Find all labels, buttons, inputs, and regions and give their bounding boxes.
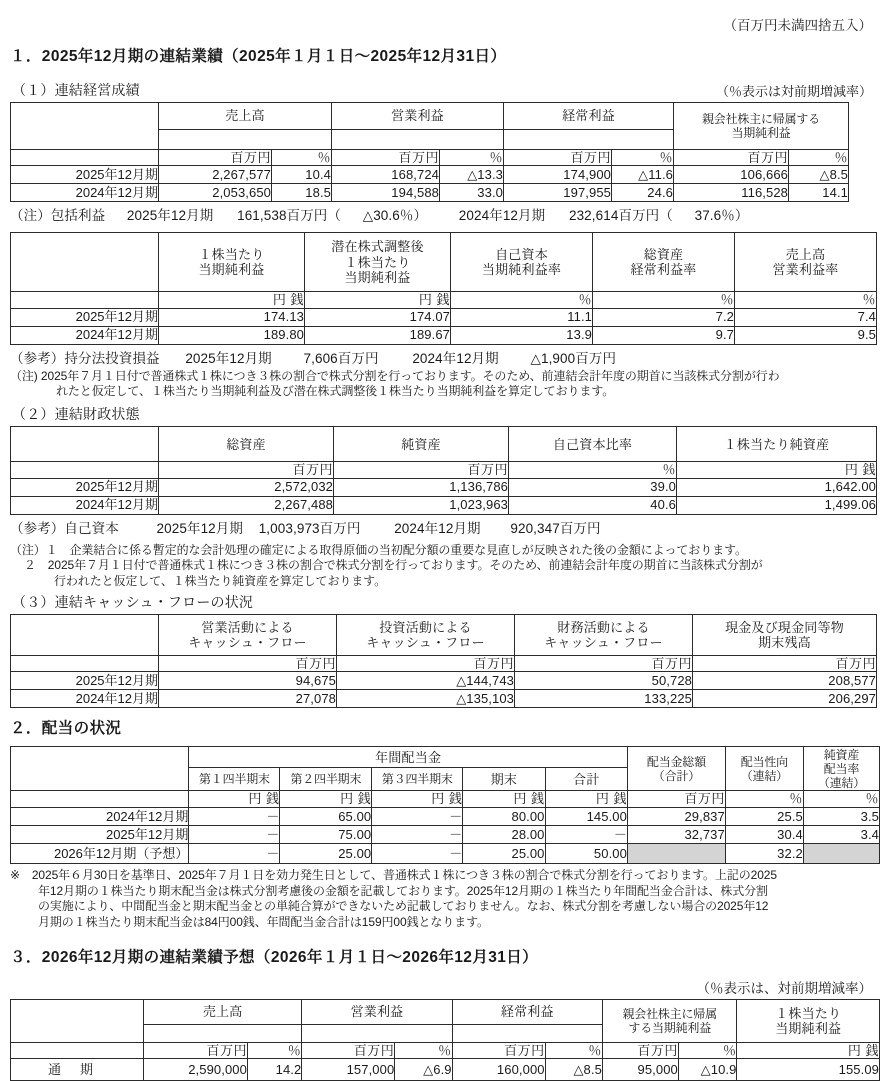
cell-bps: 1,499.06 (677, 496, 877, 514)
cell-payout-ratio: 32.2 (725, 843, 803, 863)
header-ordinary-income: 経常利益 (452, 1000, 602, 1025)
em-prefix: （参考）持分法投資損益 (10, 350, 160, 366)
unit-sales-yen: 百万円 (143, 1043, 247, 1059)
cell-q2: 25.00 (280, 843, 372, 863)
forecast-table (10, 999, 880, 1081)
fp-note-2: ２ 2025年７月１日付で普通株式１株につき３株の割合で株式分割を行っております。そのため、前連結会計年度の期首に当該株式分割が (24, 558, 763, 573)
header-dividend-total: 合計 (545, 768, 627, 791)
corner-cell (11, 233, 159, 292)
cell-total-amount: 29,837 (627, 807, 725, 825)
unit-cash-equivalents: 百万円 (693, 656, 877, 672)
fp-note-2-cont: 行われたと仮定して、１株当たり純資産を算定しております。 (54, 574, 387, 589)
table-header-row (11, 427, 877, 462)
unit-eps: 円 銭 (159, 292, 305, 308)
header-net-sales: 売上高 (143, 1000, 301, 1025)
table-row (11, 807, 880, 825)
table-header-row (11, 103, 849, 130)
cell-eps: 174.13 (159, 308, 305, 326)
ci-period-2: 2024年12月期 (458, 208, 546, 224)
unit-ni-yen: 百万円 (674, 150, 789, 166)
unit-sales-pct: ％ (247, 1043, 301, 1059)
table-row (11, 184, 849, 202)
cell-ord-pct: 24.6 (612, 184, 674, 202)
header-equity-ratio: 自己資本比率 (509, 427, 677, 462)
cell-ni: 116,528 (674, 184, 789, 202)
cell-ni-pct: △8.5 (789, 166, 849, 184)
cell-ord: 197,955 (504, 184, 612, 202)
unit-sales-pct: ％ (272, 150, 332, 166)
unit-q1: 円 銭 (189, 791, 280, 807)
unit-roa: ％ (593, 292, 735, 308)
shareholders-equity-reference (0, 517, 880, 537)
cell-year-end: 28.00 (463, 825, 545, 843)
cell-ni: 95,000 (602, 1059, 678, 1081)
dividend-footnote-line-2: 年12月期の１株当たり期末配当金は株式分割考慮後の金額を記載しております。2025年12月期の１株当たり年間配当金合計は、株式分割 (38, 883, 768, 898)
dividend-footnote-line-3: の実施により、中間配当金と期末配当金との単純合算ができないため記載しておりません。なお、株式分割を考慮しない場合の2025年12 (38, 899, 769, 914)
table-row-forecast (11, 843, 880, 863)
header-investing-cf: 投資活動による キャッシュ・フロー (337, 615, 515, 656)
header-ordinary-income-spacer (452, 1025, 602, 1043)
fp-note-1: （注）１ 企業結合に係る暫定的な会計処理の確定による取得原価の当初配分額の重要な見直しが反映された後の金額によっております。 (10, 542, 747, 557)
unit-payout-ratio: ％ (725, 791, 803, 807)
header-bps: １株当たり純資産 (677, 427, 877, 462)
cell-roa: 9.7 (593, 326, 735, 344)
cell-op-pct: △13.3 (440, 166, 504, 184)
cell-equity-ratio: 40.6 (509, 496, 677, 514)
cell-q3: － (372, 825, 463, 843)
header-net-sales: 売上高 (159, 103, 332, 130)
financial-position-notes (0, 543, 880, 590)
header-total-assets: 総資産 (159, 427, 334, 462)
dividend-footnote-line-4: 月期の１株当たり期末配当金は84円00銭、年間配当金合計は159円00銭となります。 (38, 915, 489, 930)
unit-total-assets: 百万円 (159, 462, 334, 478)
header-eps: １株当たり 当期純利益 (737, 1000, 880, 1043)
cell-q1: － (189, 807, 280, 825)
unit-ord-yen: 百万円 (452, 1043, 545, 1059)
dividends-table (10, 746, 880, 863)
unit-blank (11, 462, 159, 478)
unit-opm: ％ (735, 292, 877, 308)
corner-cell (11, 615, 159, 656)
unit-row (11, 150, 849, 166)
cell-doe-na (803, 843, 879, 863)
unit-doe: ％ (803, 791, 879, 807)
cell-total: － (545, 825, 627, 843)
cell-diluted-eps: 174.07 (305, 308, 451, 326)
cell-eps: 155.09 (737, 1059, 880, 1081)
cell-opm: 7.4 (735, 308, 877, 326)
cell-year-end: 25.00 (463, 843, 545, 863)
unit-year-end: 円 銭 (463, 791, 545, 807)
em-period-1: 2025年12月期 (185, 350, 272, 366)
cell-op-pct: △6.9 (395, 1059, 452, 1081)
row-label: 2025年12月期 (11, 672, 159, 690)
unit-eps: 円 銭 (737, 1043, 880, 1059)
unit-roe: ％ (451, 292, 593, 308)
unit-ni-pct: ％ (789, 150, 849, 166)
sub2-label: （２）連結財政状態 (12, 406, 140, 423)
unit-blank (11, 292, 159, 308)
unit-operating-cf: 百万円 (159, 656, 337, 672)
cell-q2: 65.00 (280, 807, 372, 825)
cell-equity-ratio: 39.0 (509, 478, 677, 496)
em-period-2: 2024年12月期 (412, 350, 499, 366)
unit-blank (11, 1043, 144, 1059)
table-row (11, 690, 877, 708)
cell-ord-pct: △11.6 (612, 166, 674, 184)
section3-pct-note: （％表示は、対前期増減率） (696, 981, 872, 997)
unit-financing-cf: 百万円 (515, 656, 693, 672)
header-operating-income: 営業利益 (302, 1000, 452, 1025)
header-operating-cf: 営業活動による キャッシュ・フロー (159, 615, 337, 656)
cell-ord-pct: △8.5 (545, 1059, 602, 1081)
header-q2-end: 第２四半期末 (280, 768, 372, 791)
split-note-line-1: （注) 2025年７月１日付で普通株式１株につき３株の割合で株式分割を行っております。そのため、前連結会計年度の期首に当該株式分割が行わ (10, 368, 780, 383)
corner-cell (11, 1000, 144, 1043)
cell-cash-equivalents: 206,297 (693, 690, 877, 708)
cell-payout-ratio: 30.4 (725, 825, 803, 843)
table-row (11, 478, 877, 496)
split-note-line-2: れたと仮定して、１株当たり当期純利益及び潜在株式調整後１株当たり当期純利益を算定しております。 (56, 384, 615, 399)
unit-op-yen: 百万円 (332, 150, 440, 166)
cell-sales: 2,590,000 (143, 1059, 247, 1081)
cell-sales-pct: 18.5 (272, 184, 332, 202)
cell-q1: － (189, 825, 280, 843)
header-operating-income: 営業利益 (332, 103, 504, 130)
cell-op-pct: 33.0 (440, 184, 504, 202)
ci-value-2: 232,614百万円（ (568, 208, 673, 224)
table-row (11, 308, 877, 326)
unit-op-pct: ％ (440, 150, 504, 166)
table-header-row (11, 747, 880, 768)
unit-equity-ratio: ％ (509, 462, 677, 478)
financial-position-table (10, 426, 877, 514)
ci-pct-1: △30.6％） (362, 208, 428, 224)
table-row (11, 672, 877, 690)
row-label: 2024年12月期 (11, 690, 159, 708)
cell-investing-cf: △144,743 (337, 672, 515, 690)
corner-cell (11, 427, 159, 462)
table-row (11, 326, 877, 344)
header-net-sales-spacer (159, 130, 332, 150)
row-label: 2024年12月期 (11, 496, 159, 514)
header-cash-equivalents: 現金及び現金同等物 期末残高 (693, 615, 877, 656)
section1-sub1-header (0, 80, 880, 100)
ci-value-1: 161,538百万円（ (237, 208, 341, 224)
unit-ni-pct: ％ (678, 1043, 737, 1059)
cell-ni: 106,666 (674, 166, 789, 184)
unit-total-amount: 百万円 (627, 791, 725, 807)
cell-total: 145.00 (545, 807, 627, 825)
row-label: 2025年12月期 (11, 825, 189, 843)
unit-net-assets: 百万円 (334, 462, 509, 478)
cash-flow-table (10, 614, 877, 708)
unit-ord-pct: ％ (545, 1043, 602, 1059)
cell-doe: 3.4 (803, 825, 879, 843)
cell-roa: 7.2 (593, 308, 735, 326)
unit-bps: 円 銭 (677, 462, 877, 478)
em-value-2: △1,900百万円 (530, 350, 617, 366)
dividend-footnote (0, 868, 880, 931)
cell-doe: 3.5 (803, 807, 879, 825)
cell-net-assets: 1,023,963 (334, 496, 509, 514)
cell-year-end: 80.00 (463, 807, 545, 825)
se-period-2: 2024年12月期 (394, 520, 481, 536)
row-label: 2025年12月期 (11, 308, 159, 326)
section1-title: １．2025年12月期の連結業績（2025年１月１日～2025年12月31日） (10, 48, 507, 65)
dividend-footnote-line-1: ※ 2025年６月30日を基準日、2025年７月１日を効力発生日として、普通株式１株につき３株の割合で株式分割を行っております。上記の2025 (10, 867, 777, 882)
section3-title: ３．2026年12月期の連結業績予想（2026年１月１日～2026年12月31日） (10, 949, 539, 967)
cell-roe: 13.9 (451, 326, 593, 344)
corner-cell (11, 747, 189, 791)
unit-total: 円 銭 (545, 791, 627, 807)
cell-financing-cf: 133,225 (515, 690, 693, 708)
unit-op-yen: 百万円 (302, 1043, 395, 1059)
table-header-row (11, 233, 877, 292)
cell-sales-pct: 14.2 (247, 1059, 301, 1081)
unit-row (11, 656, 877, 672)
header-ordinary-income-spacer (504, 130, 674, 150)
unit-ord-yen: 百万円 (504, 150, 612, 166)
row-label: 2025年12月期 (11, 478, 159, 496)
header-financing-cf: 財務活動による キャッシュ・フロー (515, 615, 693, 656)
header-total-dividend-amount: 配当金総額 （合計） (627, 747, 725, 791)
unit-ni-yen: 百万円 (602, 1043, 678, 1059)
cell-opm: 9.5 (735, 326, 877, 344)
ci-prefix: （注）包括利益 (10, 208, 106, 224)
se-period-1: 2025年12月期 (156, 520, 243, 536)
sub1-pct-note: （％表示は対前期増減率） (715, 84, 872, 99)
header-net-income-parent: 親会社株主に帰属 する当期純利益 (602, 1000, 737, 1043)
ci-period-1: 2025年12月期 (126, 208, 214, 224)
unit-row (11, 1043, 880, 1059)
cell-total-amount-na (627, 843, 725, 863)
cell-investing-cf: △135,103 (337, 690, 515, 708)
header-operating-income-spacer (332, 130, 504, 150)
per-share-indicators-table (10, 232, 877, 344)
unit-row (11, 462, 877, 478)
header-q3-end: 第３四半期末 (372, 768, 463, 791)
cell-sales: 2,267,577 (159, 166, 272, 184)
unit-blank (11, 656, 159, 672)
cell-sales: 2,053,650 (159, 184, 272, 202)
cell-op: 157,000 (302, 1059, 395, 1081)
table-row (11, 825, 880, 843)
cell-sales-pct: 10.4 (272, 166, 332, 184)
header-annual-dividend: 年間配当金 (189, 747, 628, 768)
row-label: 通 期 (11, 1059, 144, 1081)
cell-total-assets: 2,572,032 (159, 478, 334, 496)
header-roa: 総資産 経常利益率 (593, 233, 735, 292)
header-q1-end: 第１四半期末 (189, 768, 280, 791)
header-operating-income-spacer (302, 1025, 452, 1043)
row-label: 2024年12月期 (11, 326, 159, 344)
row-label: 2024年12月期 (11, 184, 159, 202)
cell-ni-pct: 14.1 (789, 184, 849, 202)
row-label: 2024年12月期 (11, 807, 189, 825)
row-label: 2025年12月期 (11, 166, 159, 184)
sub1-label: （１）連結経営成績 (12, 82, 140, 98)
cell-total-assets: 2,267,488 (159, 496, 334, 514)
cell-q2: 75.00 (280, 825, 372, 843)
comprehensive-income-note (0, 204, 880, 224)
cell-operating-cf: 94,675 (159, 672, 337, 690)
header-net-assets: 純資産 (334, 427, 509, 462)
cell-operating-cf: 27,078 (159, 690, 337, 708)
header-dividend-on-equity: 純資産 配当率 （連結） (803, 747, 879, 791)
cell-q3: － (372, 807, 463, 825)
cell-total-amount: 32,737 (627, 825, 725, 843)
row-label: 2026年12月期（予想） (11, 843, 189, 863)
header-operating-margin: 売上高 営業利益率 (735, 233, 877, 292)
cell-ord: 174,900 (504, 166, 612, 184)
cell-cash-equivalents: 208,577 (693, 672, 877, 690)
cell-roe: 11.1 (451, 308, 593, 326)
cell-op: 168,724 (332, 166, 440, 184)
equity-method-reference (0, 347, 880, 367)
se-value-2: 920,347百万円 (510, 520, 601, 536)
unit-q2: 円 銭 (280, 791, 372, 807)
se-prefix: （参考）自己資本 (10, 520, 119, 536)
cell-q3: － (372, 843, 463, 863)
header-net-income-parent: 親会社株主に帰属する 当期純利益 (674, 103, 849, 150)
consolidated-results-table (10, 102, 849, 202)
cell-financing-cf: 50,728 (515, 672, 693, 690)
unit-diluted-eps: 円 銭 (305, 292, 451, 308)
header-roe: 自己資本 当期純利益率 (451, 233, 593, 292)
unit-blank (11, 791, 189, 807)
header-diluted-eps: 潜在株式調整後 １株当たり 当期純利益 (305, 233, 451, 292)
cell-payout-ratio: 25.5 (725, 807, 803, 825)
rounding-note: （百万円未満四捨五入） (723, 18, 872, 33)
ci-pct-2: 37.6％） (694, 208, 749, 224)
header-net-sales-spacer (143, 1025, 301, 1043)
cell-q1: － (189, 843, 280, 863)
unit-row (11, 292, 877, 308)
unit-row (11, 791, 880, 807)
cell-ni-pct: △10.9 (678, 1059, 737, 1081)
table-header-row (11, 1000, 880, 1025)
corner-cell (11, 103, 159, 150)
unit-q3: 円 銭 (372, 791, 463, 807)
cell-op: 194,588 (332, 184, 440, 202)
unit-op-pct: ％ (395, 1043, 452, 1059)
header-payout-ratio: 配当性向 （連結） (725, 747, 803, 791)
table-row (11, 1059, 880, 1081)
header-eps: １株当たり 当期純利益 (159, 233, 305, 292)
cell-ord: 160,000 (452, 1059, 545, 1081)
se-value-1: 1,003,973百万円 (258, 520, 361, 536)
cell-eps: 189.80 (159, 326, 305, 344)
cell-diluted-eps: 189.67 (305, 326, 451, 344)
section2-title: ２．配当の状況 (10, 720, 122, 738)
cell-bps: 1,642.00 (677, 478, 877, 496)
em-value-1: 7,606百万円 (303, 350, 379, 366)
table-header-row (11, 615, 877, 656)
sub3-label: （３）連結キャッシュ・フローの状況 (12, 594, 254, 611)
unit-blank (11, 150, 159, 166)
table-row (11, 166, 849, 184)
unit-sales-yen: 百万円 (159, 150, 272, 166)
cell-total: 50.00 (545, 843, 627, 863)
header-ordinary-income: 経常利益 (504, 103, 674, 130)
stock-split-note-1 (0, 369, 880, 401)
header-year-end: 期末 (463, 768, 545, 791)
unit-ord-pct: ％ (612, 150, 674, 166)
cell-net-assets: 1,136,786 (334, 478, 509, 496)
table-row (11, 496, 877, 514)
unit-investing-cf: 百万円 (337, 656, 515, 672)
